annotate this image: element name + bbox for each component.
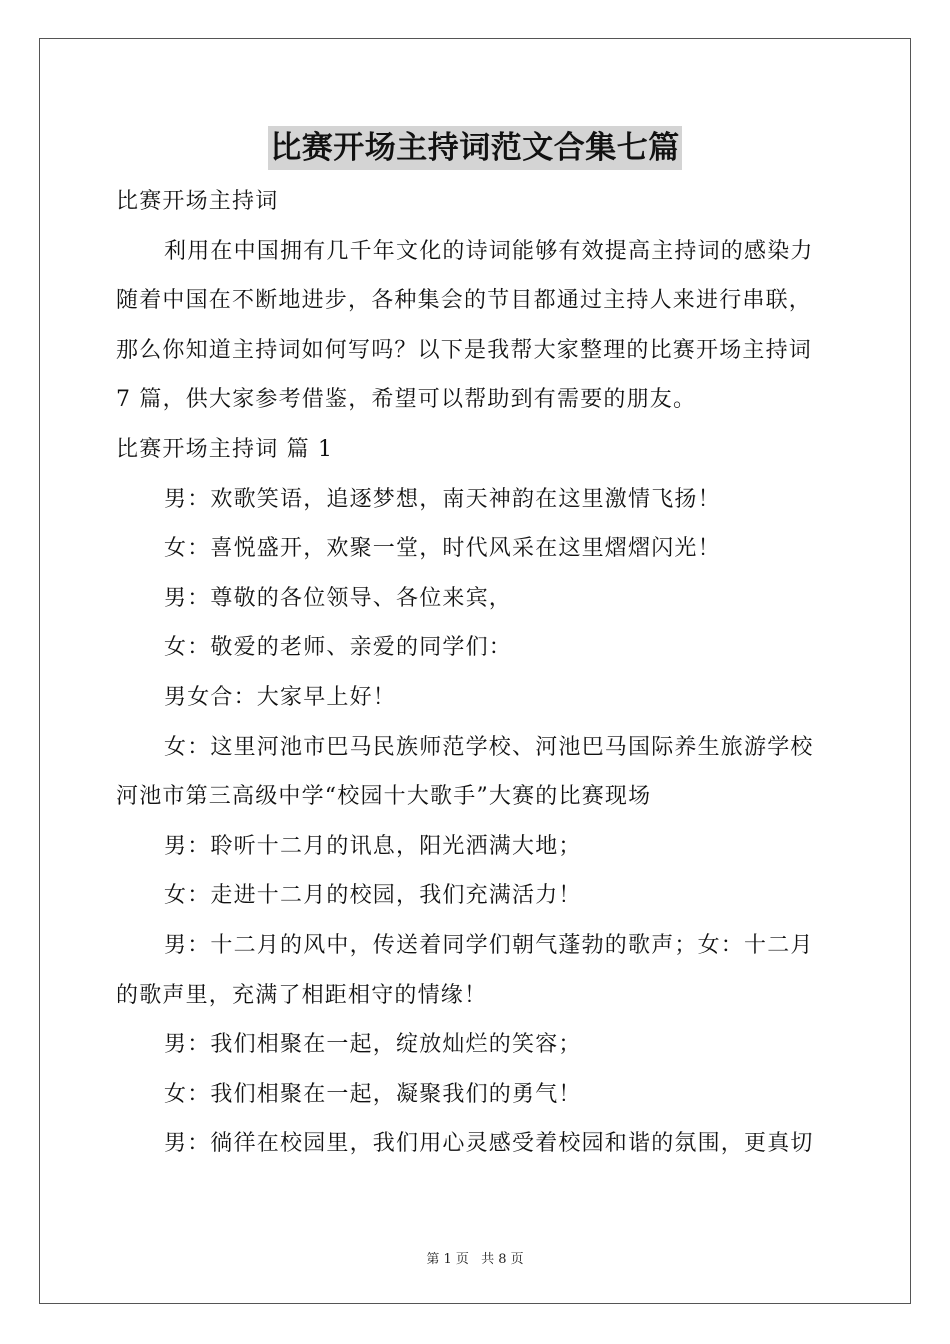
text-line: 7 篇，供大家参考借鉴，希望可以帮助到有需要的朋友。: [116, 387, 697, 413]
text-line: 男：欢歌笑语，追逐梦想，南天神韵在这里激情飞扬！: [164, 486, 721, 512]
text-line: 男：尊敬的各位领导、各位来宾，: [164, 585, 513, 611]
text-line: 男：聆听十二月的讯息，阳光洒满大地；: [164, 833, 582, 859]
text-line: 女：我们相聚在一起，凝聚我们的勇气！: [164, 1081, 582, 1107]
text-line: 那么你知道主持词如何写吗？以下是我帮大家整理的比赛开场主持词: [116, 337, 813, 363]
text-line: 比赛开场主持词: [116, 189, 279, 214]
page-total: 共 8 页: [481, 1252, 524, 1267]
text-line: 女：敬爱的老师、亲爱的同学们：: [164, 635, 513, 661]
text-line: 男：十二月的风中，传送着同学们朝气蓬勃的歌声；女：十二月: [164, 932, 814, 958]
text-line: 利用在中国拥有几千年文化的诗词能够有效提高主持词的感染力: [164, 238, 814, 264]
page-footer: [0, 1248, 950, 1267]
title-container: [0, 126, 950, 170]
page-number: 第 1 页: [426, 1252, 469, 1267]
text-line: 男：我们相聚在一起，绽放灿烂的笑容；: [164, 1032, 582, 1058]
text-line: 的歌声里，充满了相距相守的情缘！: [116, 982, 488, 1008]
text-line: 男：徜徉在校园里，我们用心灵感受着校园和谐的氛围，更真切: [164, 1131, 814, 1157]
text-line: 女：这里河池市巴马民族师范学校、河池巴马国际养生旅游学校: [164, 734, 814, 760]
text-line: 女：走进十二月的校园，我们充满活力！: [164, 883, 582, 909]
text-line: 男女合：大家早上好！: [164, 684, 397, 710]
text-line: 比赛开场主持词 篇 1: [116, 436, 334, 462]
document-title: 比赛开场主持词范文合集七篇: [268, 126, 682, 170]
text-line: 女：喜悦盛开，欢聚一堂，时代风采在这里熠熠闪光！: [164, 536, 721, 562]
document-body: [116, 177, 836, 1169]
text-line: 河池市第三高级中学“校园十大歌手”大赛的比赛现场: [116, 784, 652, 810]
text-line: 随着中国在不断地进步，各种集会的节目都通过主持人来进行串联，: [116, 288, 813, 314]
